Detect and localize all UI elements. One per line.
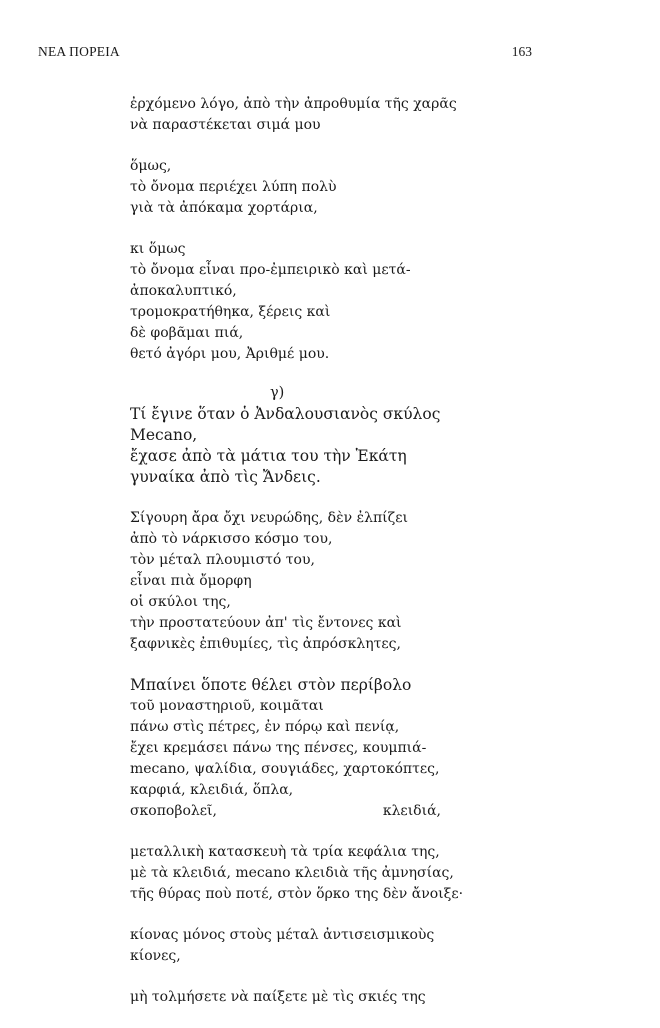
poem-line: Τί ἔγινε ὅταν ὁ Ἀνδαλουσιανὸς σκύλος: [130, 405, 441, 423]
section-marker: γ): [270, 385, 285, 401]
poem-line: μὲ τὰ κλειδιά, mecano κλειδιὰ τῆς ἀμνησίας,: [130, 865, 454, 881]
poem-line: τρομοκρατήθηκα, ξέρεις καὶ: [130, 304, 331, 320]
poem-split-line: [130, 801, 441, 822]
stanza: [130, 925, 460, 967]
poem-line: Σίγουρη ἄρα ὄχι νευρώδης, δὲν ἐλπίζει: [130, 510, 408, 526]
poem-line: τὸ ὄνομα εἶναι προ-ἐμπειρικὸ καὶ μετά-: [130, 262, 411, 278]
poem-line: μὴ τολμήσετε νὰ παίξετε μὲ τὶς σκιές της: [130, 989, 426, 1005]
poem-line: Μπαίνει ὅποτε θέλει στὸν περίβολο: [130, 676, 412, 694]
poem-body: [130, 94, 464, 1028]
poem-line: μεταλλικὴ κατασκευὴ τὰ τρία κεφάλια της,: [130, 844, 440, 860]
poem-line: ὅμως,: [130, 158, 172, 174]
stanza: [130, 842, 464, 905]
poem-line: γιὰ τὰ ἀπόκαμα χορτάρια,: [130, 200, 318, 216]
poem-line: ἔχει κρεμάσει πάνω της πένσες, κουμπιά-: [130, 740, 427, 756]
stanza: [130, 404, 460, 488]
poem-line: τοῦ μοναστηριοῦ, κοιμᾶται: [130, 698, 324, 714]
poem-line: καρφιά, κλειδιά, ὅπλα,: [130, 782, 294, 798]
stanza: [130, 239, 460, 365]
stanza: [130, 156, 460, 219]
poem-line: τὸν μέταλ πλουμιστό του,: [130, 552, 315, 568]
poem-line: κι ὅμως: [130, 241, 186, 257]
poem-line: γυναίκα ἀπὸ τὶς Ἄνδεις.: [130, 468, 321, 486]
poem-line: mecano, ψαλίδια, σουγιάδες, χαρτοκόπτες,: [130, 761, 440, 777]
poem-line: ἐρχόμενο λόγο, ἀπὸ τὴν ἀπροθυμία τῆς χαρᾶς: [130, 96, 457, 112]
poem-line: θετό ἀγόρι μου, Ἀριθμέ μου.: [130, 346, 330, 362]
poem-line: ξαφνικὲς ἐπιθυμίες, τὶς ἀπρόσκλητες,: [130, 636, 401, 652]
poem-line: ἀπὸ τὸ νάρκισσο κόσμο του,: [130, 531, 333, 547]
poem-line: τὸ ὄνομα περιέχει λύπη πολὺ: [130, 179, 337, 195]
page-number: 163: [511, 44, 532, 59]
poem-line: οἱ σκύλοι της,: [130, 594, 231, 610]
stanza: [130, 94, 460, 136]
stanza: [130, 675, 460, 822]
poem-line: κίονας μόνος στοὺς μέταλ ἀντισεισμικοὺς: [130, 927, 435, 943]
poem-line: ἀποκαλυπτικό,: [130, 283, 237, 299]
poem-line: νὰ παραστέκεται σιμά μου: [130, 117, 321, 133]
poem-line: κίονες,: [130, 948, 181, 964]
stanza: [130, 987, 460, 1008]
running-head: ΝΕΑ ΠΟΡΕΙΑ: [38, 44, 120, 59]
poem-line: τὴν προστατεύουν ἀπ' τὶς ἔντονες καὶ: [130, 615, 402, 631]
poem-line: δὲ φοβᾶμαι πιά,: [130, 325, 244, 341]
poem-line: πάνω στὶς πέτρες, ἐν πόρῳ καὶ πενίᾳ,: [130, 719, 400, 735]
stanza: [130, 508, 460, 655]
poem-line: εἶναι πιὰ ὄμορφη: [130, 573, 252, 589]
poem-line: τῆς θύρας ποὺ ποτέ, στὸν ὅρκο της δὲν ἄνοιξε·: [130, 886, 464, 902]
poem-line: ἔχασε ἀπὸ τὰ μάτια του τὴν Ἑκάτη: [130, 447, 407, 465]
poem-line: Mecano,: [130, 426, 198, 444]
poem-line-right: κλειδιά,: [382, 803, 441, 819]
poem-line-left: σκοποβολεῖ,: [130, 803, 217, 819]
